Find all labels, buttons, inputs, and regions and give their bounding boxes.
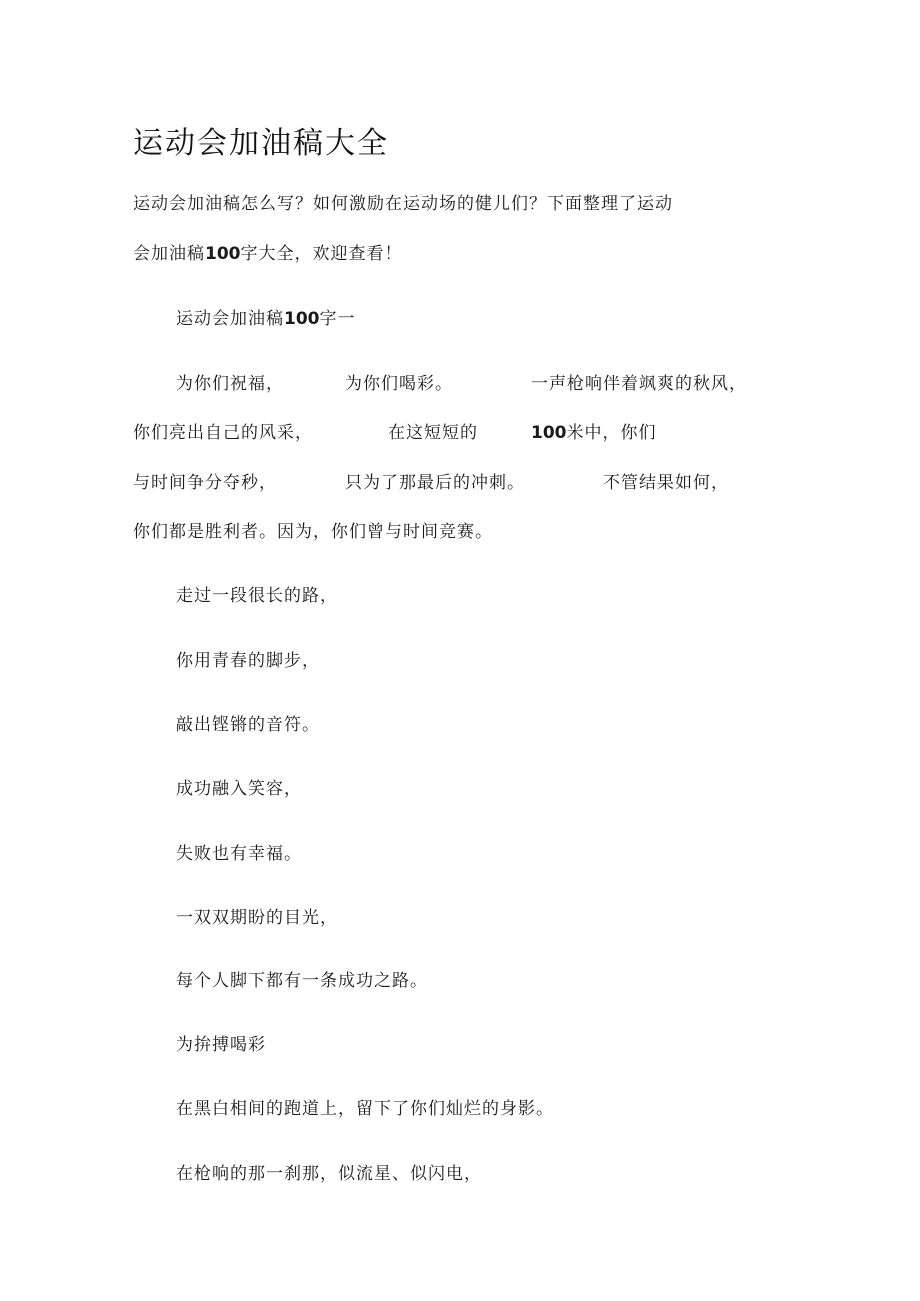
section-heading-text: 运动会加油稿 — [176, 309, 284, 329]
section-heading-tail: 字一 — [319, 309, 356, 329]
poem-line: 一双双期盼的目光， — [176, 908, 338, 928]
poem-line: 失败也有幸福。 — [176, 844, 302, 864]
page-title: 运动会加油稿大全 — [133, 126, 389, 161]
paragraph-1-row-2-part-2: 在这短短的 — [388, 423, 478, 443]
poem-line: 你用青春的脚步， — [176, 651, 320, 671]
paragraph-1-row-2-number: 100 — [531, 423, 567, 443]
poem-line: 成功融入笑容， — [176, 779, 302, 799]
section-heading — [176, 311, 356, 328]
intro-line-2-number: 100 — [205, 244, 241, 264]
poem-line: 每个人脚下都有一条成功之路。 — [176, 971, 428, 991]
paragraph-1-row-4: 你们都是胜利者。因为，你们曾与时间竞赛。 — [133, 522, 493, 542]
intro-line-2-tail: 字大全，欢迎查看！ — [240, 244, 403, 264]
intro-line-2 — [133, 246, 403, 263]
poem-line: 在黑白相间的跑道上，留下了你们灿烂的身影。 — [176, 1099, 554, 1119]
paragraph-1-row-3-part-3: 不管结果如何， — [603, 473, 729, 493]
poem-line: 在枪响的那一刹那，似流星、似闪电， — [176, 1164, 482, 1184]
paragraph-1-row-1-part-1: 为你们祝福， — [176, 374, 284, 394]
paragraph-1-row-2-part-1: 你们亮出自己的风采， — [133, 423, 313, 443]
poem-line: 敲出铿锵的音符。 — [176, 715, 320, 735]
section-heading-number: 100 — [284, 309, 320, 329]
paragraph-1-row-2-part-3 — [531, 425, 657, 442]
paragraph-1-row-2-tail: 米中，你们 — [566, 423, 657, 443]
paragraph-1-row-3-part-2: 只为了那最后的冲刺。 — [345, 473, 525, 493]
paragraph-1-row-1-part-3: 一声枪响伴着飒爽的秋风， — [531, 374, 747, 394]
intro-line-2-text: 会加油稿 — [133, 244, 205, 264]
intro-line-1: 运动会加油稿怎么写？如何激励在运动场的健儿们？下面整理了运动 — [133, 194, 673, 214]
poem-line: 走过一段很长的路， — [176, 586, 338, 606]
paragraph-1-row-1-part-2: 为你们喝彩。 — [345, 374, 453, 394]
paragraph-1-row-3-part-1: 与时间争分夺秒， — [133, 473, 277, 493]
poem-line: 为拚搏喝彩 — [176, 1035, 266, 1055]
